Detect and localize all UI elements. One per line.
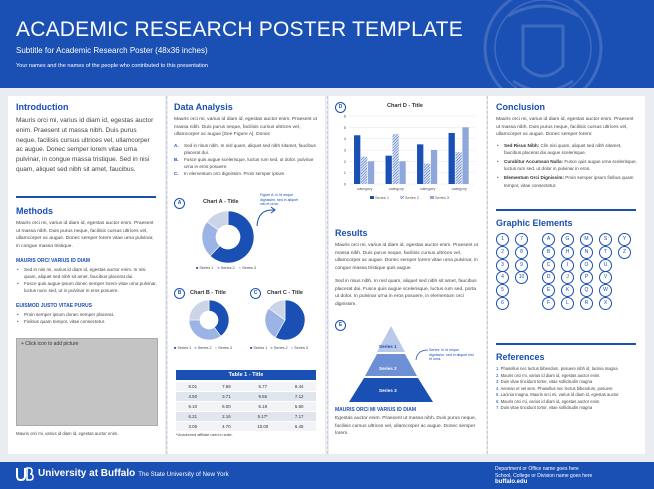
results-text-3: Egestas auctor enim. Praesent ut massa nibh. Duis purus neque, facilisis cursus ultrices vel, ullamcorper ac augue. Donec semper lorem.: [335, 416, 477, 437]
bar: [386, 156, 392, 184]
table-cell: 7.12: [282, 392, 316, 402]
letter-badge: P: [580, 271, 593, 284]
chart-b-legend: ■ Series 1 ■ Series 2 ■ Series 3: [174, 346, 233, 350]
column-conclusion: [488, 96, 645, 454]
table-title: Table 1 - Title: [176, 370, 316, 380]
results-text-1: Mauris orci mi, varius id diam id, egestas auctor enim. Praesent ut massa nibh. Duis purus neque, facilisis cursus ultrices vel, ullamcorper ac augue. Donec semper lorem vitae urna pulvinar, in congue massa tristique quis augue.: [335, 243, 478, 271]
chart-b-badge: B: [174, 288, 185, 299]
legend-label: Series 3: [435, 196, 449, 200]
reference-text: Duis vitae tincidunt tortor, vitae sollicitudin magna: [500, 405, 593, 410]
step-label: A.: [174, 143, 179, 148]
number-badge: 10: [515, 271, 528, 284]
table-row: [176, 392, 316, 402]
table-cell: 4.70: [210, 422, 244, 432]
website-link[interactable]: buffalo.edu: [495, 479, 528, 485]
chart-c-pie: [264, 299, 306, 341]
table-cell: 8.01: [176, 382, 210, 392]
number-badge: 9: [515, 259, 528, 272]
table-cell: 6.45: [282, 422, 316, 432]
letter-badge: U: [599, 259, 612, 272]
bullet-bold: Curabitur Accumsan Nulla:: [504, 159, 564, 165]
bullet-bold: Elementum Orci Dignissim:: [504, 175, 564, 181]
legend-label: Series 2: [197, 346, 212, 350]
letter-badge: Y: [618, 233, 631, 246]
letter-badge: Z: [618, 246, 631, 259]
table-cell: 5.17*: [243, 412, 282, 422]
number-badge: 3: [496, 259, 509, 272]
methods-bullets-2: [16, 311, 158, 325]
pyramid-label-1: Series 1: [379, 344, 397, 349]
legend-label: Series 1: [253, 346, 268, 350]
chart-b-donut: [188, 299, 230, 341]
chart-d-bar-chart: [335, 112, 480, 212]
bullet-text: Fusce quis augue urna scelerisque, luctus rum sed, ut dolor in pulvinar in eros.: [504, 159, 637, 172]
number-badge: 7: [515, 233, 528, 246]
picture-placeholder[interactable]: [16, 338, 158, 426]
letter-badge: T: [599, 246, 612, 259]
reference-item: 1. Phasellus nec lectus bibendum, posuere nibh id, lacinia magna: [496, 366, 618, 371]
column-separator: [166, 96, 167, 454]
letter-badge: J: [561, 271, 574, 284]
chart-d-badge: D: [335, 102, 346, 113]
table-cell: 6.18: [243, 402, 282, 412]
introduction-text: Mauris orci mi, varius id diam id, egestas auctor enim. Praesent ut massa nibh. Duis purus neque, facilisis cursus ultrices vel, ullamcorper ac augue. Donec semper lorem vitae urna pulvinar, in congue massa tristique. Sed in nisi quam, aliquet sed nibh sit amet, faucibus.: [16, 117, 154, 173]
chart-b-title: Chart B - Title: [190, 290, 226, 296]
poster-subtitle: Subtitle for Academic Research Poster (48x36 inches): [16, 46, 208, 55]
table-cell: 10.00: [243, 422, 282, 432]
pyramid-label-2: Series 2: [379, 366, 397, 371]
reference-item: 7. Duis vitae tincidunt tortor, vitae sollicitudin magna: [496, 405, 593, 410]
table-cell: 6.10: [176, 402, 210, 412]
bullet-bold: Sed Risus Nibh:: [504, 143, 540, 148]
letter-badge: Q: [580, 284, 593, 297]
table-cell: 5.77: [243, 382, 282, 392]
chart-a-title: Chart A - Title: [203, 199, 239, 205]
letter-badge: A: [542, 233, 555, 246]
table-cell: 2.16: [210, 412, 244, 422]
results-subheading: MAURIS ORCI MI VARIUS ID DIAM: [335, 407, 417, 413]
data-table: [176, 382, 316, 432]
reference-item: 4. Aenean et vel sem. Phasellus nec lectus bibendum, posuere: [496, 385, 613, 391]
bar: [449, 133, 455, 184]
table-row: [176, 412, 316, 422]
reference-text: Aenean et vel sem. Phasellus nec lectus bibendum, posuere: [500, 385, 613, 391]
reference-text: Lacinia magna. Mauris orci mi, varius id diam id, egestas auctor: [500, 392, 619, 397]
bar: [392, 134, 398, 184]
section-divider: [496, 209, 636, 211]
legend-label: Series 1: [177, 346, 192, 350]
legend-label: Series 2: [405, 196, 419, 200]
bar: [361, 157, 367, 184]
pyramid-tier-2: [365, 354, 417, 376]
letter-badge: H: [561, 246, 574, 259]
footer-department: [495, 466, 592, 487]
section-divider: [496, 343, 636, 345]
letter-badge: E: [542, 284, 555, 297]
graphic-elements-heading: Graphic Elements: [496, 218, 573, 228]
x-tick-label: category: [451, 186, 467, 191]
table-cell: 8.44: [282, 382, 316, 392]
reference-text: Duis vitae tincidunt tortor, vitae sollicitudin magna: [500, 379, 593, 384]
y-tick-label: 6: [343, 113, 346, 119]
pie-slice: [189, 320, 221, 340]
results-heading: Results: [335, 228, 368, 238]
list-item: [174, 142, 320, 156]
letter-badge: K: [561, 284, 574, 297]
number-badge: 6: [496, 297, 509, 310]
pie-slice: [189, 300, 209, 320]
number-badge: 5: [496, 284, 509, 297]
letter-badge: V: [599, 271, 612, 284]
reference-item: 6. Mauris orci mi, varius id diam id, egestas auctor enim.: [496, 398, 601, 404]
data-analysis-text: Mauris orci mi, varius id diam id, egestas auctor enim. Praesent ut massa nibh. Duis purus neque, facilisis cursus ultrices vel, ullamcorper ac augue [See Figure A]. Donec: [174, 117, 317, 138]
references-heading: References: [496, 352, 545, 362]
step-text: Fusce quis augue scelerisque, luctus rum sed, ut dolor. pulvinar urna in eros posuere.: [184, 157, 314, 170]
bar: [462, 127, 468, 184]
legend-label: Series 2: [273, 346, 288, 350]
letter-badge: N: [580, 246, 593, 259]
table-cell: 3.71: [210, 392, 244, 402]
chart-c-legend: ■ Series 1 ■ Series 2 ■ Series 3: [250, 346, 309, 350]
methods-subheading-2: EUISMOD JUSTO VITAE PURUS: [16, 303, 92, 309]
list-item: [174, 156, 320, 170]
table-cell: 7.68: [210, 382, 244, 392]
step-text: In elementum orci dignissim. Proin semper ipsum: [184, 171, 285, 177]
chart-a-badge: A: [174, 198, 185, 209]
reference-text: Mauris orci mi, varius id diam id, egestas auctor enim.: [500, 372, 601, 378]
list-item: [174, 170, 320, 177]
picture-placeholder-label[interactable]: + Click icon to add picture: [21, 341, 79, 347]
y-tick-label: 1: [343, 170, 346, 176]
y-tick-label: 5: [343, 124, 346, 130]
step-text: Sed in risus nibh. In nisl quam, aliquet sed nibh sitamet, faucibus placerat dui.: [184, 143, 316, 156]
letter-badge: C: [542, 259, 555, 272]
legend-swatch: [400, 196, 404, 199]
reference-item: 3. Duis vitae tincidunt tortor, vitae sollicitudin magna: [496, 379, 593, 384]
letter-badge: I: [561, 259, 574, 272]
bullet-text: Clin nisi quam, aliquet sed nibh sitamet, faucibus placerat dui augue scelerisque.: [504, 143, 622, 156]
table-cell: 6.00: [210, 402, 244, 412]
number-badge: 4: [496, 271, 509, 284]
list-item: [496, 174, 638, 188]
number-badge: 2: [496, 246, 509, 259]
reference-text: Mauris orci mi, varius id diam id, egestas auctor enim.: [500, 398, 601, 404]
y-tick-label: 2: [343, 158, 346, 164]
conclusion-heading: Conclusion: [496, 102, 545, 112]
x-tick-label: category: [388, 186, 404, 191]
step-label: B.: [174, 157, 179, 163]
chart-a-legend: ■ Series 1 ■ Series 2 ■ Series 3: [196, 266, 257, 270]
legend-label: Series 2: [220, 266, 235, 270]
column-data-analysis: [168, 96, 325, 454]
number-badge: 1: [496, 233, 509, 246]
list-item: • Finibus quam tempor, vitae consectetur.: [16, 318, 158, 325]
bar: [417, 144, 423, 184]
pyramid-note: Series: In id neque dignissim, sed in aliquet nisl et urna.: [429, 348, 474, 362]
letter-badge: S: [599, 233, 612, 246]
table-row: [176, 422, 316, 432]
legend-label: Series 3: [294, 346, 309, 350]
list-item: • Fusce quis augue ipsum donec semper lorem vitae urna pulvinar, luctus nunc sed, ut in pulvinar in eros posuere.: [16, 280, 158, 294]
table-cell: 5.60: [282, 402, 316, 412]
pyramid-arrow: [413, 348, 429, 362]
university-label: University at Buffalo: [38, 468, 136, 479]
chart-c-title: Chart C - Title: [267, 290, 303, 296]
list-item: [496, 158, 638, 172]
conclusion-text: Mauris orci mi, varius id diam id, egestas auctor enim. Praesent ut massa nibh. Duis purus neque, facilisis cursus ultrices vel, ullamcorper ac augue. Donec semper lorem:: [496, 117, 634, 138]
step-label: C.: [174, 171, 179, 177]
bar: [368, 161, 374, 184]
chart-c-badge: C: [250, 288, 261, 299]
list-item: [496, 142, 638, 156]
reference-text: Phasellus nec lectus bibendum, posuere nibh id, lacinia magna: [500, 366, 618, 371]
letter-badge: B: [542, 246, 555, 259]
y-tick-label: 0: [343, 181, 346, 187]
legend-label: Series 1: [199, 266, 214, 270]
methods-subheading-1: MAURIS ORCI VARIUS ID DIAM: [16, 258, 91, 264]
x-tick-label: category: [357, 186, 373, 191]
letter-badge: R: [580, 297, 593, 310]
data-analysis-steps: [174, 142, 320, 178]
chart-a-donut: [200, 209, 256, 265]
bar: [431, 150, 437, 184]
table-row: [176, 382, 316, 392]
column-separator: [327, 96, 328, 454]
letter-badge: W: [599, 284, 612, 297]
poster-authors: Your names and the names of the people who contributed to this presentation: [16, 63, 208, 69]
legend-label: Series 3: [242, 266, 257, 270]
bar: [399, 161, 405, 184]
department-line: Department or Office name goes here: [495, 466, 579, 472]
introduction-heading: Introduction: [16, 102, 69, 112]
poster-title: ACADEMIC RESEARCH POSTER TEMPLATE: [16, 18, 463, 41]
poster-header: [0, 0, 654, 88]
column-results: [329, 96, 486, 454]
bar: [354, 135, 360, 184]
pyramid-label-3: Series 3: [379, 388, 397, 393]
school-line: School, College or Division name goes here: [495, 472, 593, 479]
letter-badge: O: [580, 259, 593, 272]
data-analysis-heading: Data Analysis: [174, 102, 233, 112]
poster-footer: [0, 462, 654, 489]
ub-seal-watermark: [468, 0, 618, 88]
x-tick-label: category: [420, 186, 436, 191]
column-introduction-methods: [8, 96, 165, 454]
chart-e-badge: E: [335, 320, 346, 331]
university-subname: The State University of New York: [138, 471, 229, 478]
chart-d-title: Chart D - Title: [387, 103, 423, 109]
letter-badge: G: [561, 233, 574, 246]
reference-item: 2. Mauris orci mi, varius id diam id, egestas auctor enim.: [496, 372, 601, 378]
bar: [424, 164, 430, 184]
list-item: • Proin semper ipsum donec semper placerat.: [16, 311, 158, 318]
list-item: • Sed in nisi mi, varius id diam id, egestas auctor enim. In nisi quam, aliquet sed nibh sit amet, faucibus placerat dui.: [16, 266, 158, 280]
conclusion-bullets: [496, 142, 638, 189]
table-row: [176, 402, 316, 412]
legend-swatch: [370, 196, 374, 199]
figure-arrow: [254, 204, 278, 228]
bullet-text: Proin semper ipsum finibus quam tempor, vitae consectetur.: [504, 175, 634, 188]
methods-heading: Methods: [16, 206, 53, 216]
table-cell: 6.21: [176, 412, 210, 422]
picture-caption: Mauris orci mi, varius id diam id, egestas auctor enim.: [16, 431, 119, 436]
ub-logo-icon: [16, 467, 34, 481]
y-tick-label: 4: [343, 136, 346, 142]
table-cell: 3.05: [176, 422, 210, 432]
bar: [455, 152, 461, 184]
letter-badge: F: [542, 297, 555, 310]
y-tick-label: 3: [343, 147, 346, 153]
references-list: [496, 366, 638, 412]
number-badge: 8: [515, 246, 528, 259]
letter-badge: M: [580, 233, 593, 246]
reference-item: 5. Lacinia magna. Mauris orci mi, varius id diam id, egestas auctor: [496, 392, 619, 397]
table-cell: 7.17: [282, 412, 316, 422]
methods-text: Mauris orci mi, varius id diam id, egestas auctor enim. Praesent ut massa nibh. Duis purus neque, facilisis cursus ultrices vel, ullamcorper ac augue. Donec semper lorem vitae urna pulvinar, in congue massa tristique.: [16, 221, 154, 249]
legend-label: Series 1: [375, 196, 389, 200]
university-name: [38, 468, 229, 479]
letter-badge: D: [542, 271, 555, 284]
letter-badge: L: [561, 297, 574, 310]
section-divider: [16, 196, 156, 198]
table-cell: 4.50: [176, 392, 210, 402]
legend-swatch: [430, 196, 434, 199]
table-note: *Unadorned affiliate used in suite.: [176, 433, 233, 437]
legend-label: Series 3: [218, 346, 233, 350]
figure-a-note: Figure A: In id neque dignissim, sed in aliquet nisl et urna.: [260, 193, 299, 207]
letter-badge: X: [599, 297, 612, 310]
results-text-2: Sed in risus nibh. In nisl quam, aliquet sed nibh sit amet, faucibus placerat dui. Fusce quis augue scelerisque, luctus rum sed, porta ut dolor. In pulvinar urna in eros posuere, in elementum orci dignissim.: [335, 279, 477, 307]
table-cell: 9.55: [243, 392, 282, 402]
methods-bullets-1: [16, 266, 158, 294]
